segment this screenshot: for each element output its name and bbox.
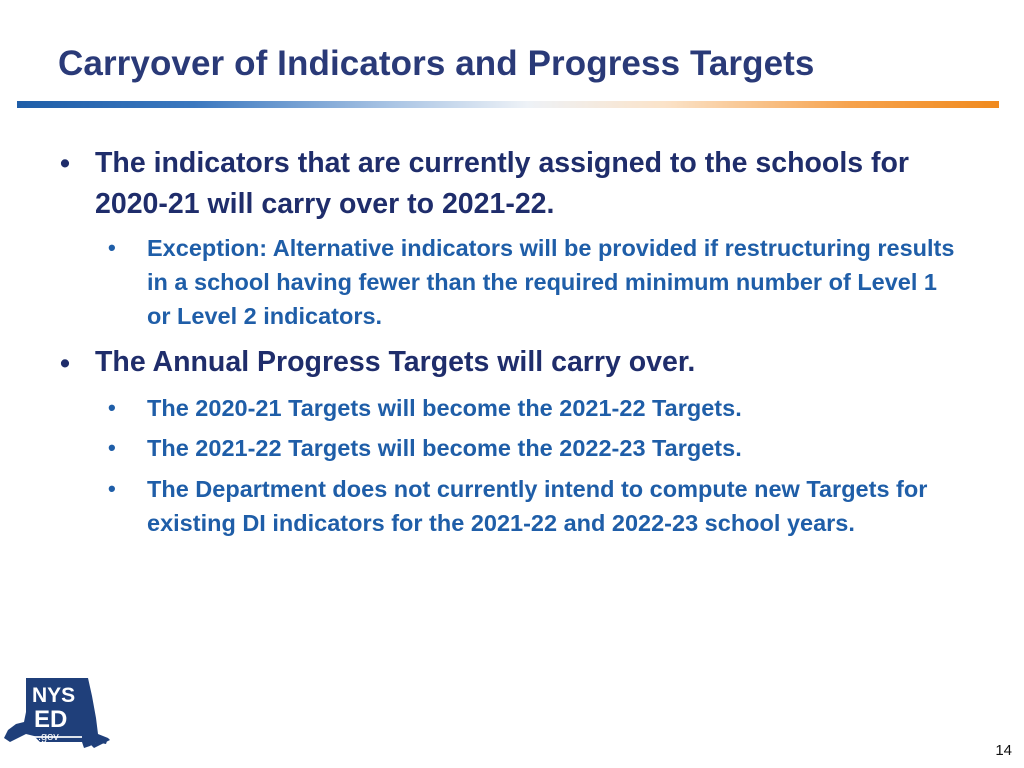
bullet-2-sub-3-text: The Department does not currently intend to compute new Targets for existing DI indicators for the 2021-22 and 2022-23 school years. <box>147 476 928 536</box>
bullet-2-sub-2-text: The 2021-22 Targets will become the 2022-23 Targets. <box>147 435 742 461</box>
sub-bullet-marker: • <box>108 435 116 460</box>
sub-bullet-marker: • <box>108 395 116 420</box>
logo-text-gov: .gov <box>38 731 59 743</box>
sub-bullet-marker: • <box>108 235 116 260</box>
logo-text-ed: ED <box>34 706 68 733</box>
bullet-2-text: The Annual Progress Targets will carry over. <box>95 346 696 378</box>
bullet-1-text: The indicators that are currently assigned to the schools for 2020-21 will carry over to 2021-22. <box>95 147 910 220</box>
bullet-marker: • <box>60 348 70 380</box>
nysed-logo <box>0 672 112 752</box>
page-number: 14 <box>995 742 1012 759</box>
bullet-marker: • <box>60 148 70 180</box>
sub-bullet-marker: • <box>108 476 116 501</box>
logo-text-nys: NYS <box>32 684 76 707</box>
bullet-2-sub-1-text: The 2020-21 Targets will become the 2021-22 Targets. <box>147 395 742 421</box>
bullet-1-sub-1-text: Exception: Alternative indicators will be provided if restructuring results in a school having fewer than the required minimum number of Level 1 or Level 2 indicators. <box>147 235 955 329</box>
slide-title: Carryover of Indicators and Progress Targets <box>58 44 815 83</box>
